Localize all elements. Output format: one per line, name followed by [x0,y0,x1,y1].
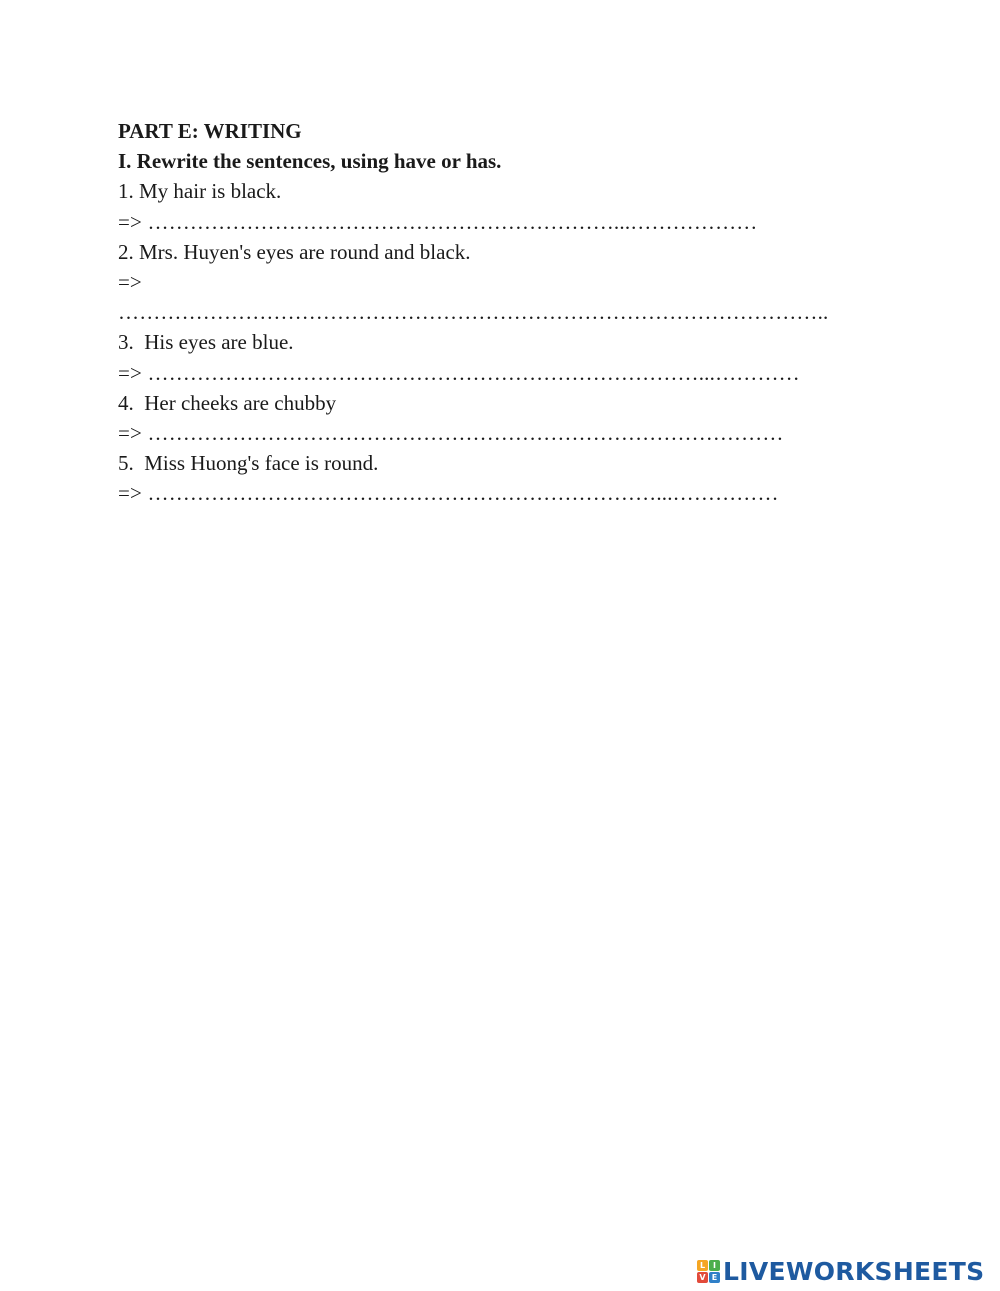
worksheet [118,116,918,508]
logo-cell-e: E [709,1272,720,1283]
brand-text: LIVEWORKSHEETS [723,1256,985,1286]
question-3-answer-line[interactable]: => ……………………………………………………………………...………… [118,360,800,385]
question-2-answer-line[interactable]: ……………………………………………………………………………………….. [118,300,829,325]
question-3-prompt: 3. His eyes are blue. [118,330,294,355]
question-2-prompt: 2. Mrs. Huyen's eyes are round and black. [118,239,471,264]
logo-grid-icon [697,1260,720,1283]
question-4-answer-line[interactable]: => ……………………………………………………………………………… [118,420,784,445]
logo-cell-l: L [697,1260,708,1271]
question-5-prompt: 5. Miss Huong's face is round. [118,451,379,476]
question-4-prompt: 4. Her cheeks are chubby [118,390,337,415]
question-2-answer-arrow: => [118,269,142,294]
instruction: I. Rewrite the sentences, using have or has. [118,149,502,174]
question-1-prompt: 1. My hair is black. [118,179,282,204]
question-5-answer-line[interactable]: => ………………………………………………………………...…………… [118,481,779,506]
logo-cell-v: V [697,1272,708,1283]
part-title: PART E: WRITING [118,119,302,143]
question-1-answer-line[interactable]: => …………………………………………………………...……………… [118,209,758,234]
logo-cell-i: I [709,1260,720,1271]
liveworksheets-logo [697,1255,984,1287]
